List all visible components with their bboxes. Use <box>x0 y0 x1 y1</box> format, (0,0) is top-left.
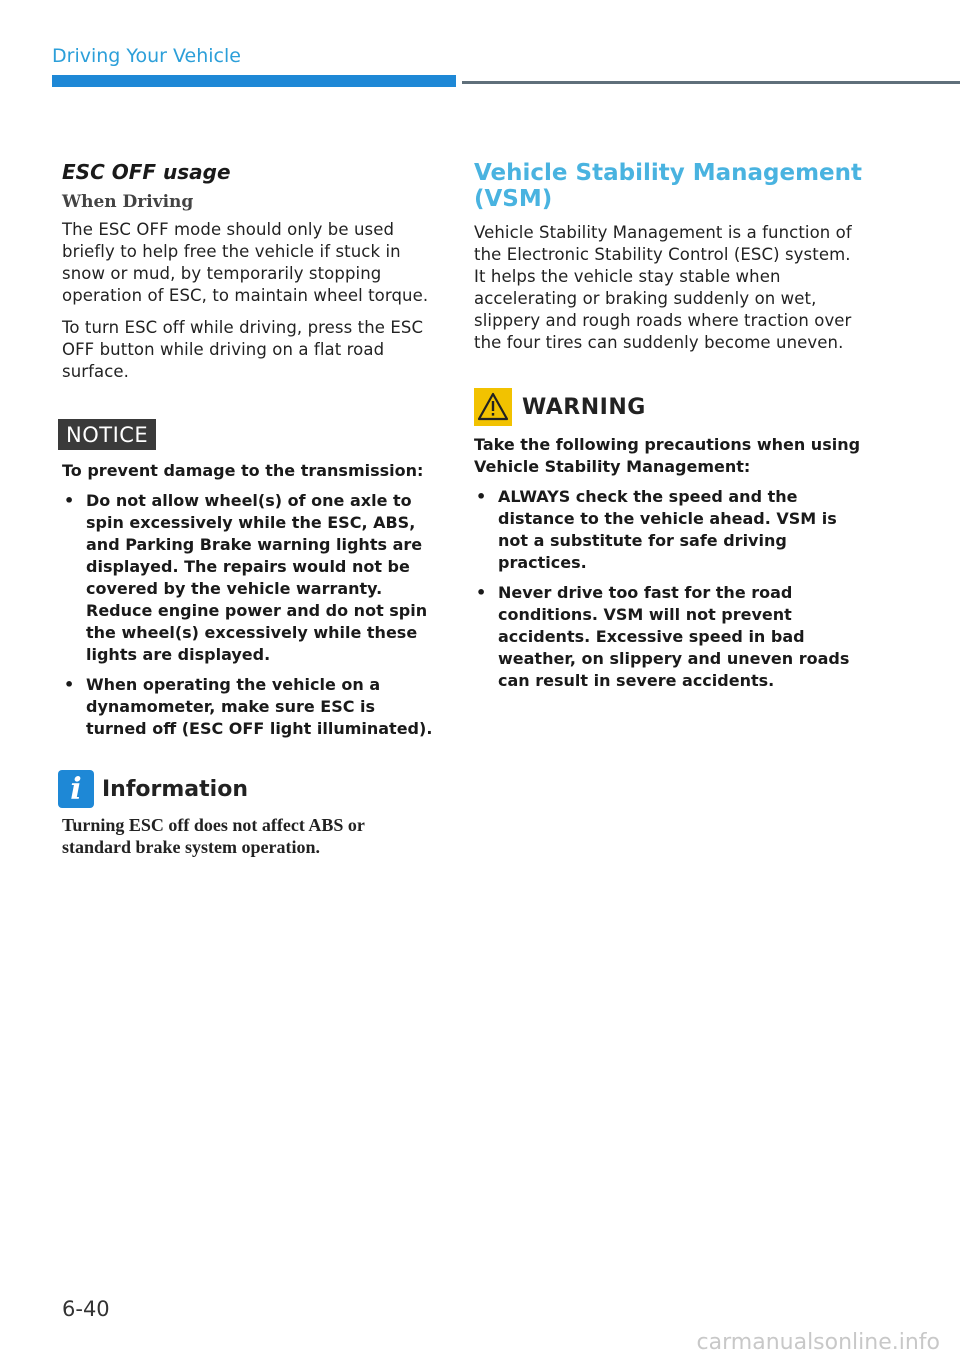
warning-triangle-icon <box>474 388 512 426</box>
warning-list <box>474 486 866 692</box>
header-divider-line <box>462 81 960 84</box>
when-driving-subheading: When Driving <box>62 192 194 212</box>
watermark: carmanualsonline.info <box>696 1330 940 1355</box>
information-header <box>58 770 434 808</box>
page-number: 6-40 <box>62 1297 110 1321</box>
bullet-icon: • <box>476 583 487 602</box>
list-item <box>62 674 434 740</box>
bullet-icon: • <box>64 675 75 694</box>
notice-intro: To prevent damage to the transmission: <box>62 461 424 480</box>
esc-off-paragraph-2: To turn ESC off while driving, press the ESC OFF button while driving on a flat road surface. <box>62 318 424 381</box>
information-text: Turning ESC off does not affect ABS or standard brake system operation. <box>62 815 365 857</box>
notice-list <box>62 490 434 740</box>
notice-item-text: When operating the vehicle on a dynamometer, make sure ESC is turned off (ESC OFF light illuminated). <box>86 675 433 738</box>
left-column <box>62 160 434 858</box>
information-title: Information <box>102 776 248 802</box>
warning-intro: Take the following precautions when using Vehicle Stability Management: <box>474 435 861 476</box>
warning-item-text: Never drive too fast for the road conditions. VSM will not prevent accidents. Excessive speed in bad weather, on slippery and uneven roads can result in severe accidents. <box>498 583 850 690</box>
bullet-icon: • <box>64 491 75 510</box>
list-item <box>62 490 434 666</box>
esc-off-paragraph-1: The ESC OFF mode should only be used briefly to help free the vehicle if stuck in snow or mud, by temporarily stopping operation of ESC, to maintain wheel torque. <box>62 220 429 305</box>
right-column <box>474 160 866 700</box>
warning-title: WARNING <box>522 394 646 420</box>
notice-badge: NOTICE <box>58 419 156 450</box>
esc-off-usage-heading: ESC OFF usage <box>62 160 231 184</box>
warning-item-text: ALWAYS check the speed and the distance to the vehicle ahead. VSM is not a substitute for safe driving practices. <box>498 487 837 572</box>
list-item <box>474 582 866 692</box>
notice-item-text: Do not allow wheel(s) of one axle to spin excessively while the ESC, ABS, and Parking Brake warning lights are displayed. The repairs would not be covered by the vehicle warranty. Reduce engine power and do not spin the wheel(s) excessively while these lights are displayed. <box>86 491 428 664</box>
section-title: Driving Your Vehicle <box>52 45 241 67</box>
information-icon: i <box>58 770 94 808</box>
bullet-icon: • <box>476 487 487 506</box>
vsm-paragraph: Vehicle Stability Management is a function of the Electronic Stability Control (ESC) system. It helps the vehicle stay stable when accelerating or braking suddenly on wet, slippery and rough roads where traction over the four tires can suddenly become uneven. <box>474 223 852 352</box>
header-accent-bar <box>52 75 456 87</box>
vsm-heading: Vehicle Stability Management (VSM) <box>474 160 863 212</box>
warning-header <box>474 388 866 426</box>
list-item <box>474 486 866 574</box>
